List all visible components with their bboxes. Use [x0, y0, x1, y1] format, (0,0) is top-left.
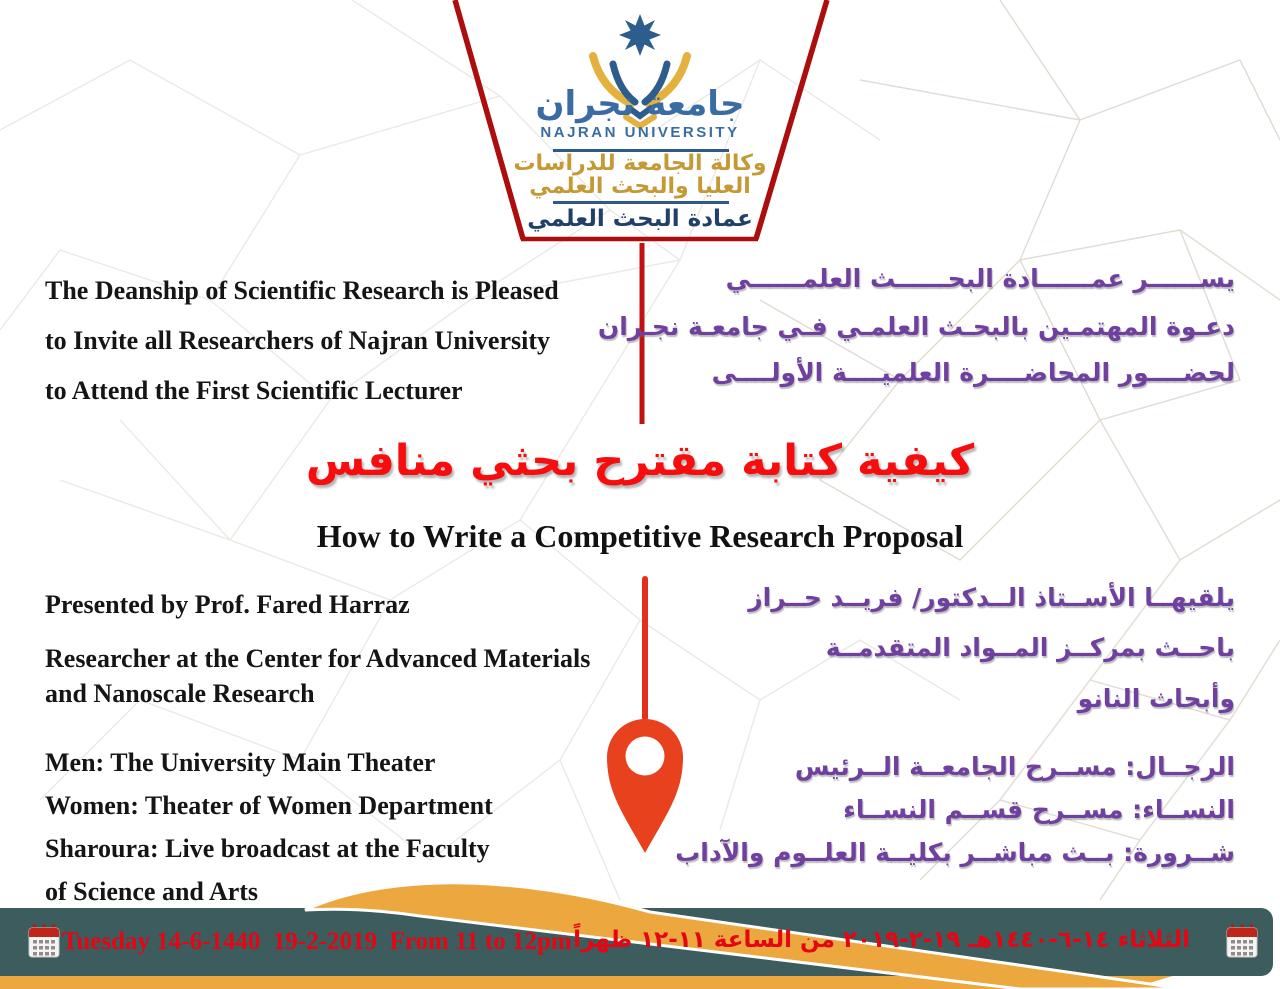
presenter-en-line-3: and Nanoscale Research	[45, 679, 315, 708]
venue-ar-line-2: النســاء: مســرح قســم النســاء	[843, 795, 1235, 824]
schedule-date-arabic: الثلاثاء ١٤-٦-١٤٤٠هـ ١٩-٢-٢٠١٩ من الساعة ١١-١٢ ظهراً	[573, 927, 1190, 953]
logo-agency-line-2: العليا والبحث العلمي	[529, 174, 751, 199]
schedule-date-english: Tuesday 14-6-1440 19-2-2019 From 11 to 12pm	[62, 928, 572, 955]
presenter-ar-line-1: يلقيهــا الأســتاذ الــدكتور/ فريــد حــراز	[748, 583, 1235, 612]
presenter-en-line-1: Presented by Prof. Fared Harraz	[45, 590, 410, 619]
invitation-en-line-3: to Attend the First Scientific Lecturer	[45, 376, 463, 405]
invitation-ar-line-2: دعـوة المهتمـين بالبحـث العلمـي فـي جامعـة نجـران	[597, 312, 1235, 341]
invitation-en-line-1: The Deanship of Scientific Research is Pleased	[45, 276, 559, 305]
presenter-en-line-2: Researcher at the Center for Advanced Materials	[45, 644, 591, 673]
calendar-icon	[28, 924, 60, 958]
logo-university-name-arabic: جامعة نجران	[535, 84, 745, 124]
invitation-ar-line-3: لحضــــور المحاضــــرة العلميــــة الأولــــى	[711, 358, 1235, 387]
presenter-ar-line-3: وأبحاث النانو	[1077, 684, 1235, 713]
venue-en-line-3: Sharoura: Live broadcast at the Faculty	[45, 834, 490, 863]
lecture-title-arabic: كيفية كتابة مقترح بحثي منافس	[305, 436, 975, 486]
logo-agency-line-1: وكالة الجامعة للدراسات	[513, 151, 767, 176]
invitation-en-line-2: to Invite all Researchers of Najran University	[45, 326, 550, 355]
location-pin-icon	[607, 719, 683, 853]
eight-point-star-icon	[619, 14, 661, 56]
venue-en-line-2: Women: Theater of Women Department	[45, 791, 493, 820]
logo-deanship-name: عمادة البحث العلمي	[527, 206, 753, 232]
venue-ar-line-1: الرجــال: مســرح الجامعــة الــرئيس	[794, 752, 1235, 781]
venue-en-line-1: Men: The University Main Theater	[45, 748, 436, 777]
lecture-title-english: How to Write a Competitive Research Proposal	[316, 518, 964, 554]
invitation-ar-line-1: يســــــر عمــــــادة البحــــــث العلمــــــي	[725, 264, 1235, 293]
logo-divider-bottom	[553, 201, 729, 204]
venue-ar-line-3: شــرورة: بــث مباشــر بكليــة العلــوم والآداب	[675, 838, 1235, 867]
logo-university-name-english: NAJRAN UNIVERSITY	[540, 124, 740, 141]
presenter-ar-line-2: باحــث بمركــز المــواد المتقدمــة	[825, 633, 1235, 662]
venue-en-line-4: of Science and Arts	[45, 877, 259, 906]
calendar-icon	[1226, 924, 1258, 958]
